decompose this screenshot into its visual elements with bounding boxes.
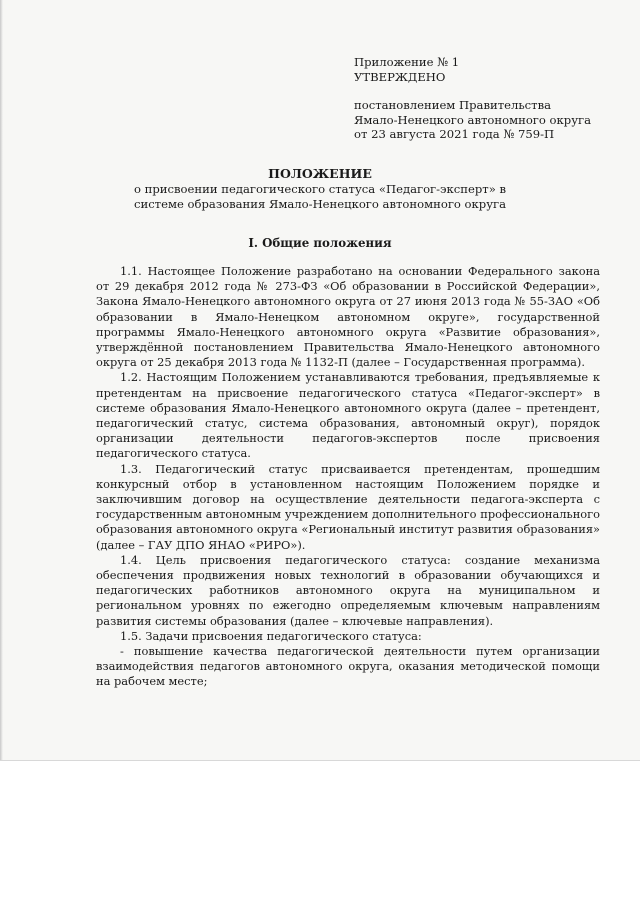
- approved-stamp-text: УТВЕРЖДЕНО: [354, 69, 446, 84]
- resolution-line-3: от 23 августа 2021 года № 759-П: [354, 127, 555, 141]
- paragraph-1-3: 1.3. Педагогический статус присваивается претендентам, прошедшим конкурсный отбор в установленном настоящим Положением порядке и заключившим договор на осуществление деятельности педагога-эксперта с государственным автономным учреждением дополнительного профессионального образования автономного округа «Региональный институт развития образования» (далее – ГАУ ДПО ЯНАО «РИРО»).: [96, 461, 600, 552]
- scan-shadow-edge: [0, 0, 3, 760]
- document-title: ПОЛОЖЕНИЕ: [268, 166, 372, 181]
- resolution-line-1: постановлением Правительства: [354, 98, 552, 112]
- paragraph-1-2: 1.2. Настоящим Положением устанавливаются требования, предъявляемые к претендентам на присвоение педагогического статуса «Педагог-эксперт» в системе образования Ямало-Ненецкого автономного округа (далее – претендент, педагогический статус, система образования, автономный округ), порядок организации деятельности педагогов-экспертов после присвоения педагогического статуса.: [96, 370, 600, 461]
- document-subtitle: о присвоении педагогического статуса «Педагог-эксперт» в системе образования Ямало-Ненецкого автономного округа: [133, 182, 507, 211]
- approval-block: [354, 55, 591, 142]
- paragraph-1-4: 1.4. Цель присвоения педагогического статуса: создание механизма обеспечения продвижения новых технологий в образовании обучающихся и педагогических работников автономного округа на муниципальном и региональном уровнях по ежегодно определяемым ключевым направлениям развития системы образования (далее – ключевые направления).: [96, 552, 600, 628]
- paragraph-1-5: 1.5. Задачи присвоения педагогического статуса:: [120, 628, 422, 643]
- section-body: [96, 264, 600, 690]
- section-heading: I. Общие положения: [248, 236, 392, 250]
- resolution-line-2: Ямало-Ненецкого автономного округа: [354, 112, 591, 127]
- appendix-number: Приложение № 1: [354, 55, 460, 69]
- paragraph-1-1: 1.1. Настоящее Положение разработано на основании Федерального закона от 29 декабря 2012 года № 273-ФЗ «Об образовании в Российской Федерации», Закона Ямало-Ненецкого автономного округа от 27 июня 2013 года № 55-ЗАО «Об образовании в Ямало-Ненецком автономном округе», государственной программы Ямало-Ненецкого автономного округа «Развитие образования», утверждённой постановлением Правительства Ямало-Ненецкого автономного округа от 25 декабря 2013 года № 1132-П (далее – Государственная программа).: [96, 264, 600, 370]
- paragraph-1-5-item: - повышение качества педагогической деятельности путем организации взаимодействия педагогов автономного округа, оказания методической помощи на рабочем месте;: [96, 644, 600, 689]
